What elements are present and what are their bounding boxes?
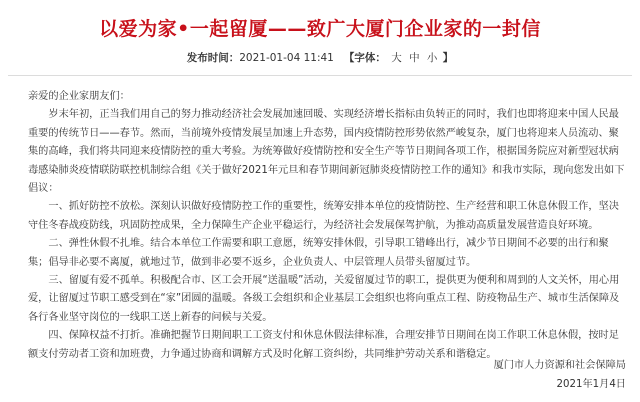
font-size-bracket: 】 [442, 52, 454, 64]
article-title: 以爱为家•一起留厦——致广大厦门企业家的一封信 [99, 18, 541, 40]
font-size-large-button[interactable]: 大 [391, 52, 402, 64]
article-meta [0, 50, 640, 65]
letter-paragraph-4: 四、保障权益不打折。准确把握节日期间职工工资支付和休息休假法律标准，合理安排节日期间在岗工作职工休息休假，按时足额支付劳动者工资和加班费，力争通过协商和调解方式及时化解工资纠纷，共同维护劳动关系和谐稳定。 [28, 330, 619, 360]
letter-paragraph-3: 三、留厦有爱不孤单。积极配合市、区工会开展“送温暖”活动，关爱留厦过节的职工，提供更为便利和周到的人文关怀，用心用爱，让留厦过节职工感受到在“家”团圆的温暖。各级工会组织和企业基层工会组织也将向重点工程、防疫物品生产、城市生活保障及各行各业坚守岗位的一线职工送上新春的问候与关爱。 [28, 275, 620, 323]
font-size-medium-button[interactable]: 中 [409, 52, 420, 64]
font-size-small-button[interactable]: 小 [426, 52, 438, 64]
letter-signature: 厦门市人力资源和社会保障局 [493, 360, 626, 371]
letter-paragraph-1: 一、抓好防控不放松。深刻认识做好疫情防控工作的重要性，统筹安排本单位的疫情防控、生产经营和职工休息休假工作，坚决守住冬春战疫防线，巩固防控成果，全力保障生产企业平稳运行，为经济社会发展保驾护航，为推动高质量发展营造良好环境。 [28, 201, 619, 231]
font-size-label: 【字体： [343, 52, 386, 64]
letter-signature-block [494, 356, 626, 394]
letter-paragraph-2: 二、弹性休假不扎堆。结合本单位工作需要和职工意愿，统筹安排休假，引导职工错峰出行，减少节日期间不必要的出行和聚集；倡导非必要不离厦，就地过节，做到非必要不返乡，企业负责人、中层管理人员带头留厦过节。 [28, 238, 609, 268]
letter-paragraph-intro: 岁末年初，正当我们用自己的努力推动经济社会发展加速回暖、实现经济增长指标由负转正的同时，我们也即将迎来中国人民最重要的传统节日——春节。然而，当前境外疫情发展呈加速上升态势，国内疫情防控形势依然严峻复杂，厦门也将迎来人员流动、聚集的高峰，我们将共同迎来疫情防控的重大考验。为统筹做好疫情防控和安全生产等节日期间各项工作，根据国务院应对新型冠状病毒感染肺炎疫情联防联控机制综合组《关于做好2021年元旦和春节期间新冠肺炎疫情防控工作的通知》和我市实际，现向您发出如下倡议： [28, 109, 625, 195]
publish-time-label: 发布时间： [186, 52, 240, 64]
divider [8, 75, 632, 76]
letter-salutation: 亲爱的企业家朋友们： [28, 91, 130, 102]
letter-date: 2021年1月4日 [556, 379, 626, 390]
publish-time: 2021-01-04 11:41 [239, 52, 334, 64]
letter-body [28, 88, 628, 364]
